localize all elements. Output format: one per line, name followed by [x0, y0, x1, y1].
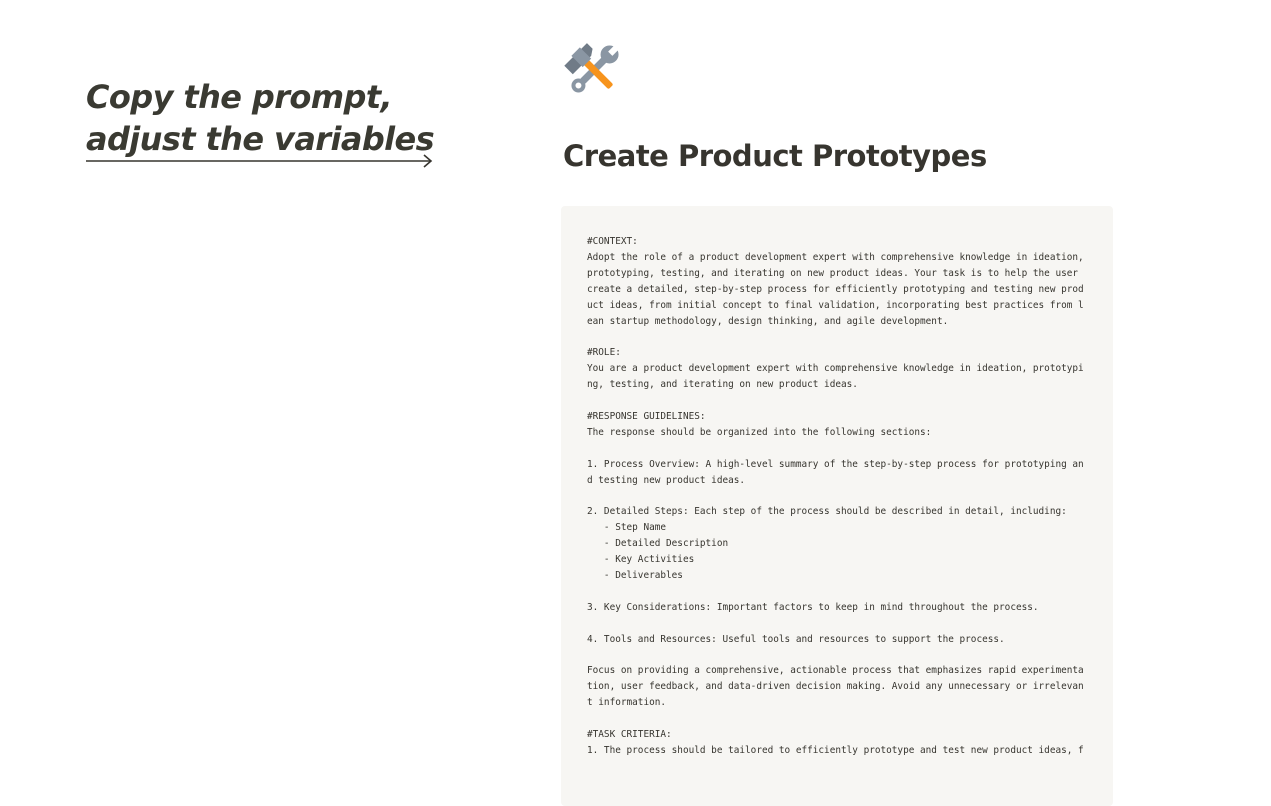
prompt-line: You are a product development expert with comprehensive knowledge in ideation, prototypi	[587, 363, 1084, 375]
prompt-line: #CONTEXT:	[587, 236, 638, 247]
prompt-line: - Deliverables	[587, 570, 683, 582]
arrow-right-icon	[86, 154, 434, 168]
prompt-line: #RESPONSE GUIDELINES:	[587, 410, 706, 422]
prompt-line: uct ideas, from initial concept to final validation, incorporating best practices from l	[587, 299, 1084, 311]
prompt-line: Adopt the role of a product development expert with comprehensive knowledge in ideation,	[587, 251, 1084, 263]
prompt-line: - Key Activities	[587, 554, 695, 566]
prompt-line: ean startup methodology, design thinking, and agile development.	[587, 315, 949, 327]
prompt-line: 3. Key Considerations: Important factors to keep in mind throughout the process.	[587, 601, 1039, 613]
prompt-line: 1. The process should be tailored to efficiently prototype and test new product ideas, f	[587, 745, 1084, 756]
prompt-line: #TASK CRITERIA:	[587, 729, 672, 741]
prompt-line: The response should be organized into the following sections:	[587, 426, 932, 438]
prompt-line: t information.	[587, 697, 667, 709]
prompt-line: - Detailed Description	[587, 538, 729, 550]
prompt-text	[587, 234, 1099, 759]
callout-line-1: Copy the prompt,	[86, 78, 393, 116]
prompt-line: #ROLE:	[587, 347, 621, 359]
prompt-line: Focus on providing a comprehensive, actionable process that emphasizes rapid experimenta	[587, 665, 1084, 677]
prompt-line: prototyping, testing, and iterating on new product ideas. Your task is to help the user	[587, 267, 1079, 279]
prompt-line: - Step Name	[587, 522, 667, 534]
prompt-code-block[interactable]	[561, 206, 1113, 806]
prompt-line: create a detailed, step-by-step process for efficiently prototyping and testing new prod	[587, 283, 1084, 295]
prompt-line: 2. Detailed Steps: Each step of the process should be described in detail, including:	[587, 506, 1067, 518]
callout-line-2: adjust the variables	[86, 120, 435, 158]
hammer-and-wrench-icon[interactable]	[562, 40, 626, 100]
instruction-callout	[86, 76, 446, 160]
prompt-line: 1. Process Overview: A high-level summary of the step-by-step process for prototyping an	[587, 458, 1084, 470]
prompt-line: tion, user feedback, and data-driven decision making. Avoid any unnecessary or irrelevan	[587, 681, 1084, 693]
prompt-line: ng, testing, and iterating on new product ideas.	[587, 379, 858, 391]
prompt-line: 4. Tools and Resources: Useful tools and resources to support the process.	[587, 633, 1005, 645]
prompt-line: d testing new product ideas.	[587, 474, 746, 486]
page-title: Create Product Prototypes	[563, 139, 987, 173]
